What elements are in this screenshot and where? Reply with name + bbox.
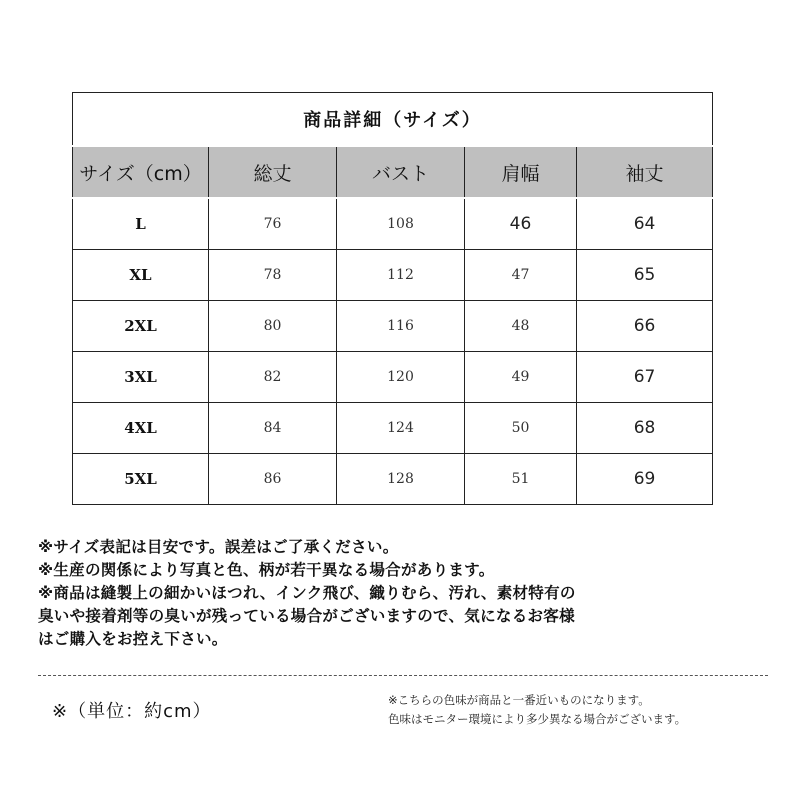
cell-shoulder: 51 — [465, 454, 577, 505]
cell-length: 78 — [209, 250, 337, 301]
color-note-line: 色味はモニター環境により多少異なる場合がございます。 — [388, 712, 687, 726]
cell-shoulder: 46 — [465, 198, 577, 250]
note-line: ※商品は縫製上の細かいほつれ、インク飛び、織りむら、汚れ、素材特有の — [38, 584, 576, 602]
cell-length: 86 — [209, 454, 337, 505]
cell-bust: 116 — [337, 301, 465, 352]
notes-block — [38, 536, 778, 651]
table-title: 商品詳細（サイズ） — [73, 93, 713, 147]
color-note-line: ※こちらの色味が商品と一番近いものになります。 — [388, 693, 650, 707]
cell-length: 80 — [209, 301, 337, 352]
table-row — [73, 198, 713, 250]
cell-bust: 112 — [337, 250, 465, 301]
cell-size: 4XL — [73, 403, 209, 454]
cell-size: XL — [73, 250, 209, 301]
table-row — [73, 250, 713, 301]
header-bust: バスト — [337, 146, 465, 198]
cell-size: 3XL — [73, 352, 209, 403]
table-row — [73, 352, 713, 403]
note-line: ※サイズ表記は目安です。誤差はご了承ください。 — [38, 538, 399, 556]
cell-sleeve: 65 — [577, 250, 713, 301]
cell-sleeve: 66 — [577, 301, 713, 352]
cell-sleeve: 67 — [577, 352, 713, 403]
dashed-divider — [38, 675, 768, 676]
table-header-row — [73, 146, 713, 198]
cell-sleeve: 68 — [577, 403, 713, 454]
header-sleeve: 袖丈 — [577, 146, 713, 198]
cell-length: 76 — [209, 198, 337, 250]
note-line: 臭いや接着剤等の臭いが残っている場合がございますので、気になるお客様 — [38, 607, 575, 625]
cell-bust: 108 — [337, 198, 465, 250]
table-row — [73, 403, 713, 454]
cell-shoulder: 47 — [465, 250, 577, 301]
header-length: 総丈 — [209, 146, 337, 198]
cell-shoulder: 49 — [465, 352, 577, 403]
cell-shoulder: 48 — [465, 301, 577, 352]
table-row — [73, 454, 713, 505]
color-note — [388, 691, 788, 729]
table-row — [73, 301, 713, 352]
unit-label: ※（単位：約cm） — [52, 701, 212, 722]
cell-length: 82 — [209, 352, 337, 403]
note-line: はご購入をお控え下さい。 — [38, 630, 228, 648]
cell-sleeve: 69 — [577, 454, 713, 505]
cell-bust: 124 — [337, 403, 465, 454]
cell-size: 5XL — [73, 454, 209, 505]
header-shoulder: 肩幅 — [465, 146, 577, 198]
note-line: ※生産の関係により写真と色、柄が若干異なる場合があります。 — [38, 561, 495, 579]
cell-bust: 128 — [337, 454, 465, 505]
cell-bust: 120 — [337, 352, 465, 403]
cell-length: 84 — [209, 403, 337, 454]
cell-size: 2XL — [73, 301, 209, 352]
size-table — [72, 92, 713, 505]
header-size: サイズ（cm） — [73, 146, 209, 198]
cell-sleeve: 64 — [577, 198, 713, 250]
cell-shoulder: 50 — [465, 403, 577, 454]
cell-size: L — [73, 198, 209, 250]
